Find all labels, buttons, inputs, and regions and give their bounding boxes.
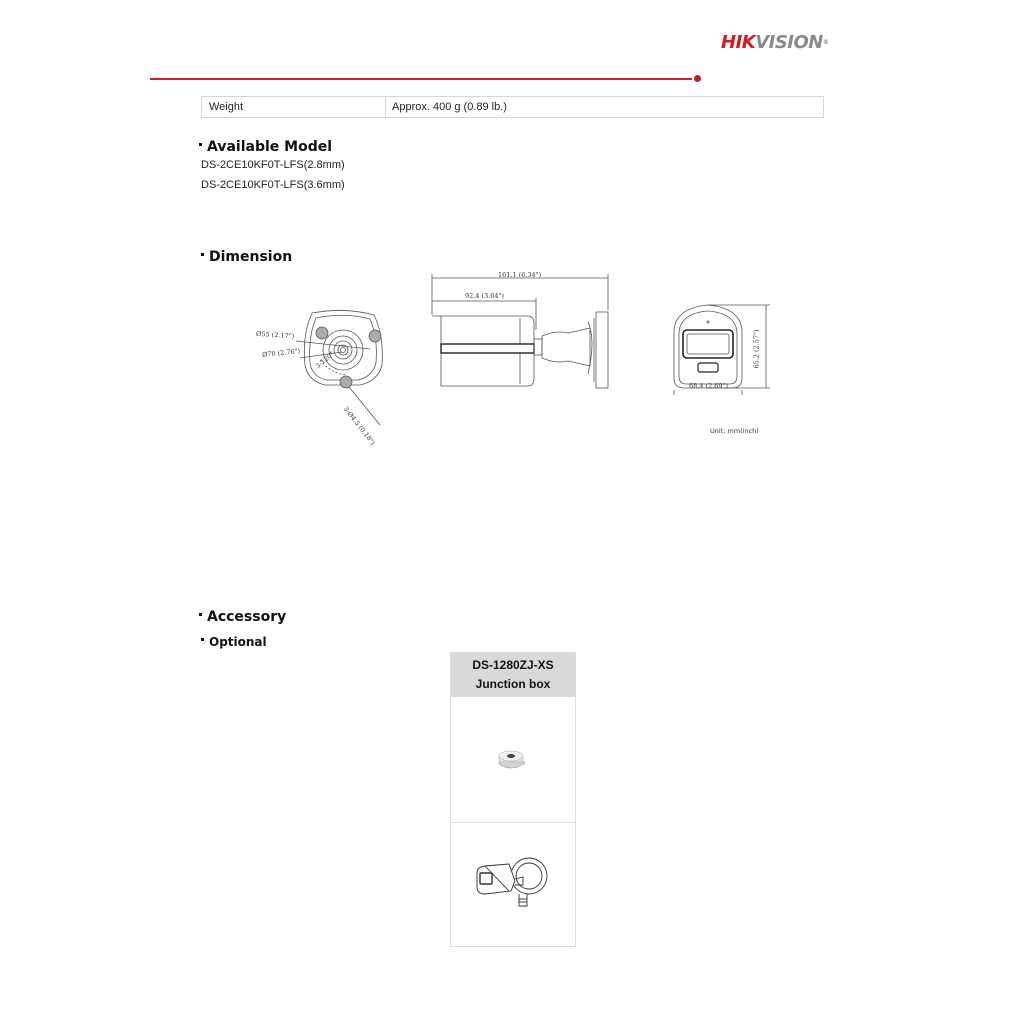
logo-vision: VISION — [755, 32, 823, 53]
front-angle-label: 3-120° — [314, 349, 336, 371]
accessory-heading — [199, 609, 286, 625]
header-divider-dot — [694, 75, 701, 82]
hikvision-logo — [721, 32, 828, 54]
accessory-install-cell — [451, 823, 575, 945]
camera-with-junction-box-drawing — [471, 851, 556, 926]
side-body-length-label: 92.4 (3.64") — [465, 292, 505, 300]
front-d55-label: Ø55 (2.17") — [255, 329, 295, 341]
spec-value: Approx. 400 g (0.89 lb.) — [392, 101, 507, 113]
front-holes-label: 3-Ø4.5 (0.18") — [341, 405, 377, 447]
optional-title: Optional — [209, 635, 267, 649]
accessory-header — [451, 653, 575, 697]
spec-label: Weight — [202, 97, 386, 117]
accessory-title: Accessory — [207, 609, 287, 625]
logo-registered-mark: ® — [822, 39, 829, 46]
available-model-title: Available Model — [207, 139, 333, 155]
rear-width-label: 68.4 (2.69") — [689, 382, 729, 390]
bullet-icon — [201, 638, 204, 641]
front-d70-label: Ø70 (2.76") — [261, 347, 301, 359]
dimension-title: Dimension — [209, 249, 293, 265]
accessory-name: Junction box — [475, 677, 551, 691]
dimension-heading — [201, 249, 292, 265]
rear-height-label: 65.2 (2.57") — [752, 329, 761, 369]
model-item: DS-2CE10KF0T-LFS(2.8mm) — [201, 159, 345, 171]
header-divider — [150, 78, 692, 80]
spec-row-weight — [201, 96, 824, 118]
bullet-icon — [199, 613, 202, 616]
front-view-drawing — [250, 305, 400, 440]
bullet-icon — [201, 253, 204, 256]
accessory-model: DS-1280ZJ-XS — [472, 658, 554, 672]
optional-heading — [201, 635, 267, 649]
side-total-length-label: 161.1 (6.34") — [498, 271, 542, 279]
model-item: DS-2CE10KF0T-LFS(3.6mm) — [201, 179, 345, 191]
unit-label: Unit: mm(inch) — [710, 427, 759, 435]
logo-hik: HIK — [721, 32, 756, 53]
junction-box-image — [496, 747, 528, 771]
accessory-table — [450, 652, 576, 947]
accessory-photo-cell — [451, 697, 575, 823]
bullet-icon — [199, 143, 202, 146]
side-view-drawing — [428, 270, 618, 395]
available-model-heading — [199, 139, 332, 155]
